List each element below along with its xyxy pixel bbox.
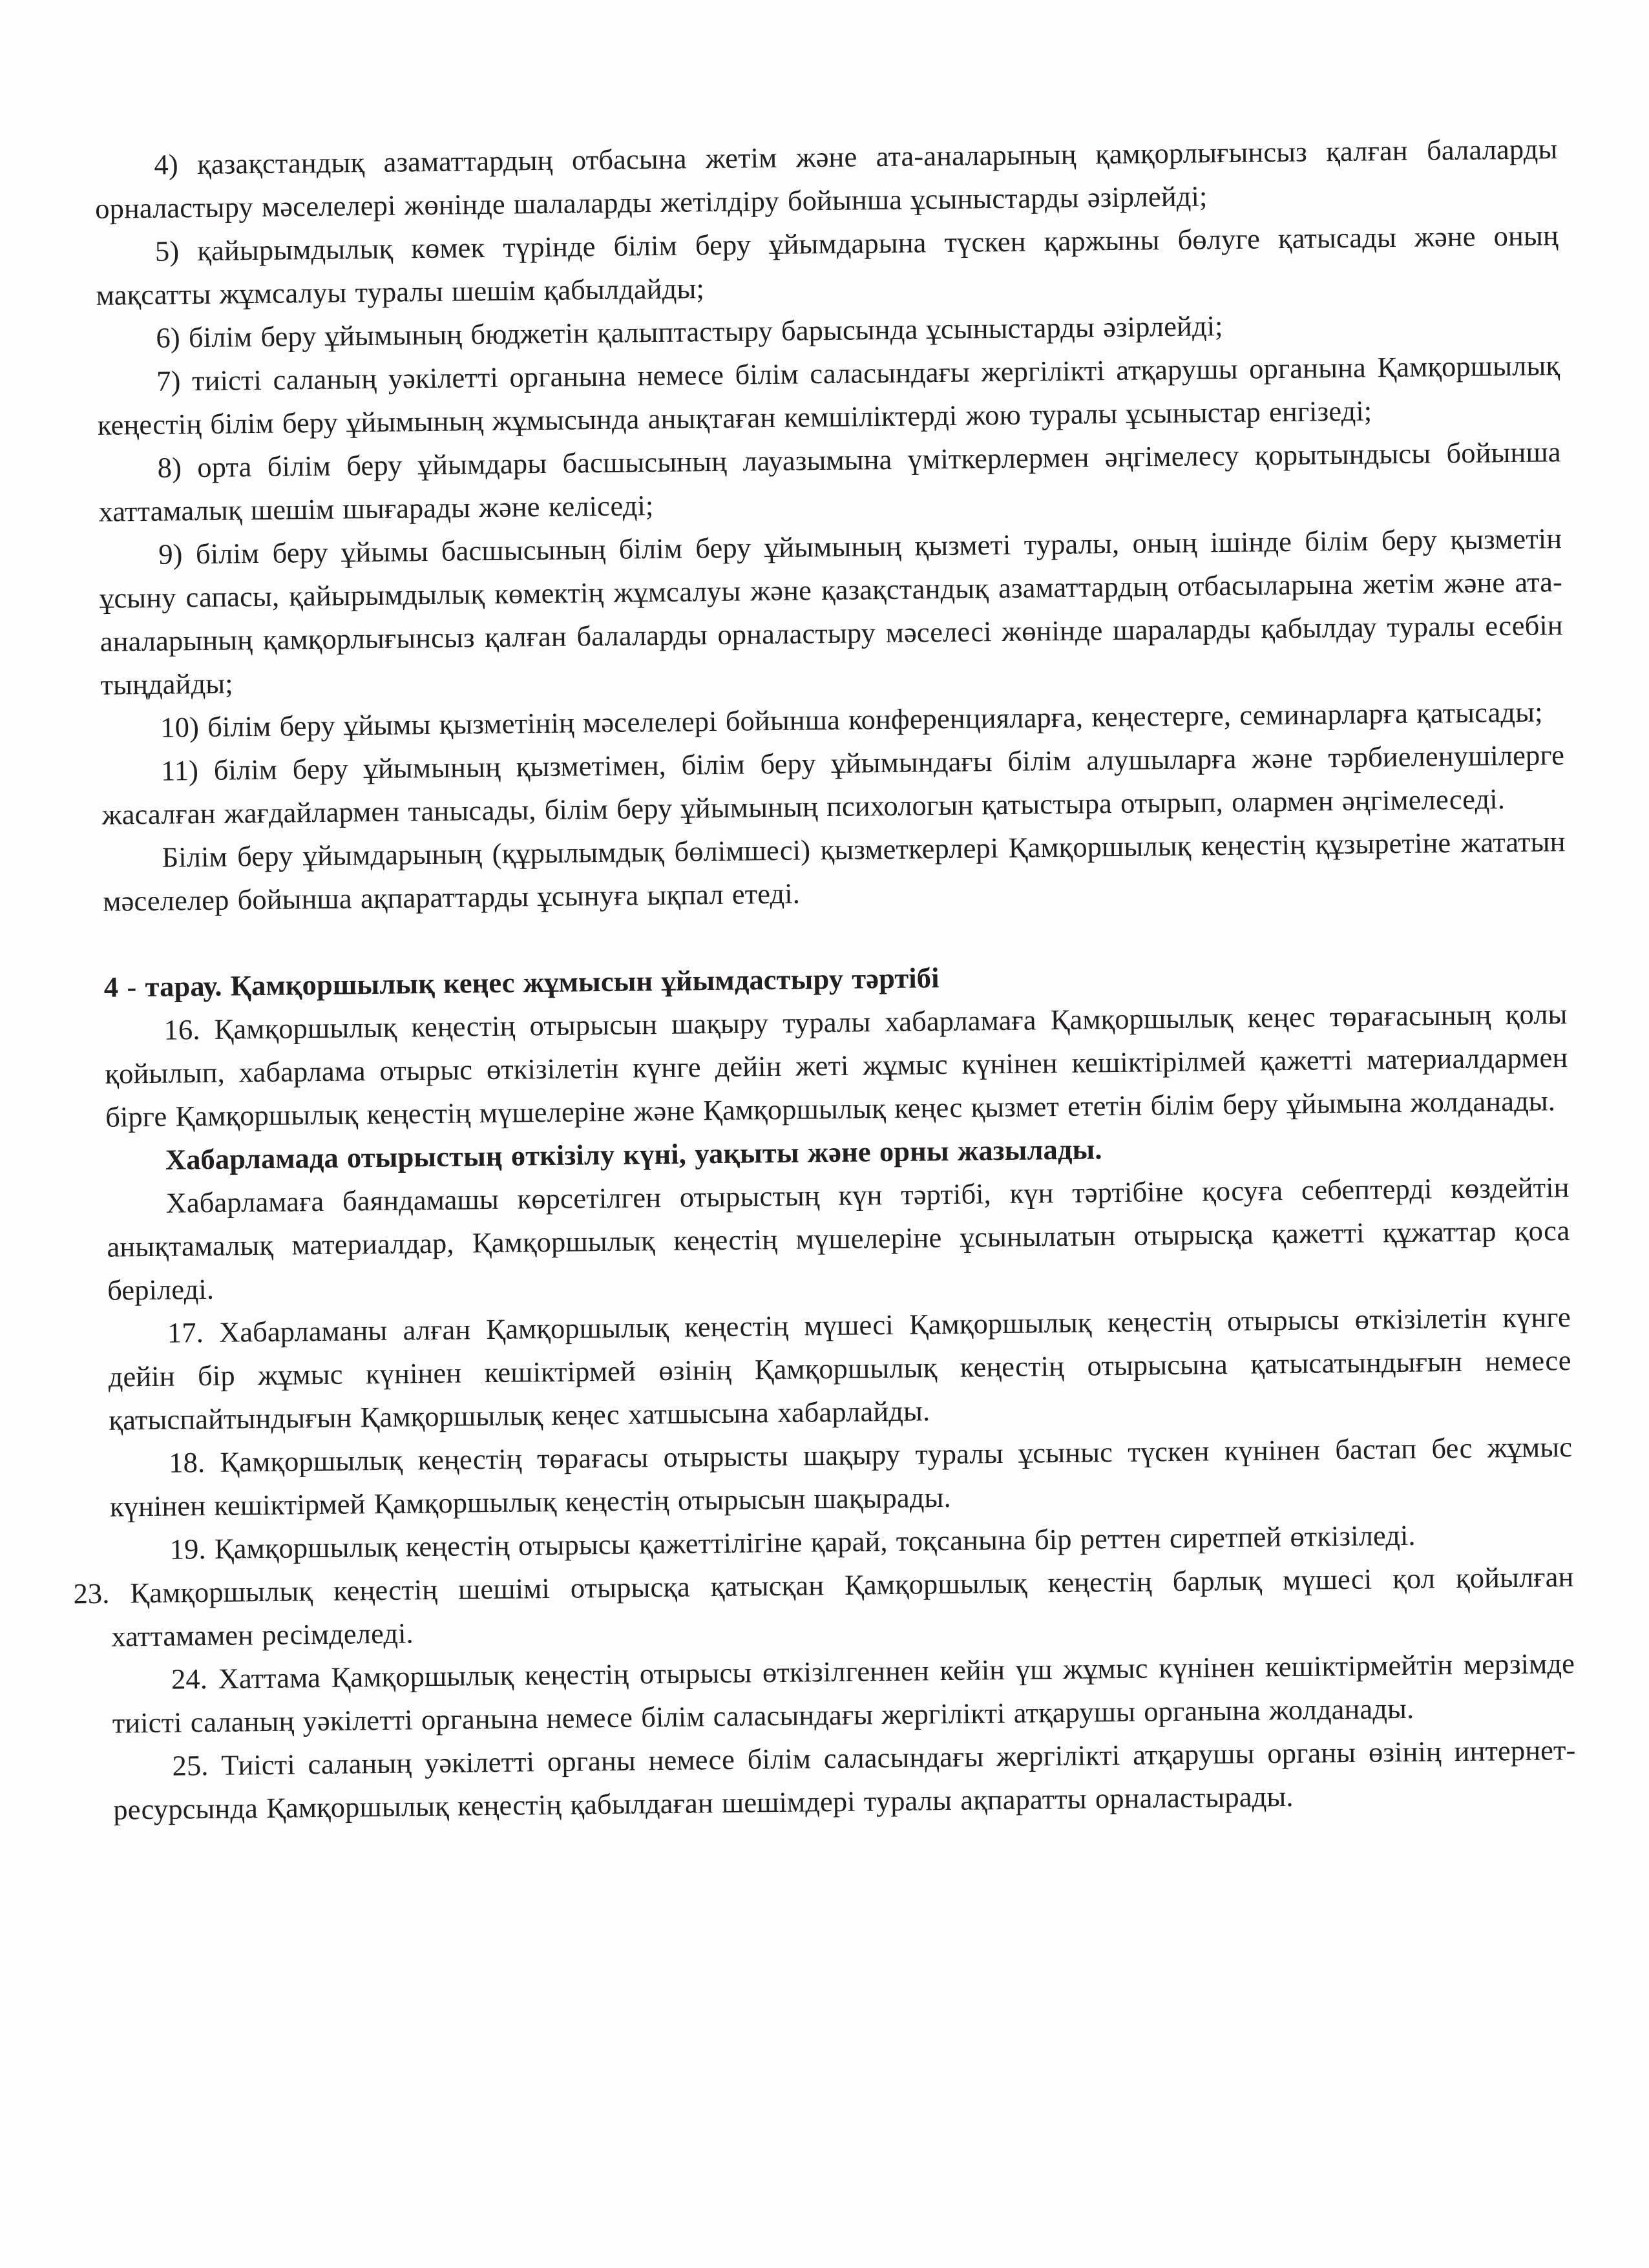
paragraph: 6) білім беру ұйымының бюджетін қалыптастыру барысында ұсыныстарды әзірлейді;: [156, 310, 1223, 354]
paragraph: 5) қайырымдылық көмек түрінде білім беру ұйымдарына түскен қаржыны бөлуге қатысады және оның мақсатты жұмсалуы туралы шешім қабылдайды;: [96, 219, 1559, 311]
paragraph: 11) білім беру ұйымының қызметімен, білім беру ұйымындағы білім алушыларға және тәрбиеленушілерге жасалған жағдайлармен танысады, білім беру ұйымының психологын қатыстыра отырып, олармен әңгімелеседі.: [101, 739, 1565, 831]
paragraph: 25. Тиісті саланың уәкілетті органы немесе білім саласындағы жергілікті атқарушы органы өзінің интернет-ресурсында Қамқоршылық кеңестің қабылдаған шешімдері туралы ақпаратты орналастырады.: [113, 1733, 1576, 1826]
paragraph: 17. Хабарламаны алған Қамқоршылық кеңестің мүшесі Қамқоршылық кеңестің отырысы өткізілетін күнге дейін бір жұмыс күнінен кешіктірмей өзінің Қамқоршылық кеңестің отырысына қатысатындығын немесе қатыспайтындығын Қамқоршылық кеңес хатшысына хабарлайды.: [108, 1301, 1571, 1436]
paragraph: Хабарламада отырыстың өткізілу күні, уақыты және орны жазылады.: [165, 1133, 1102, 1176]
paragraph: 19. Қамқоршылық кеңестің отырысы қажеттілігіне қарай, тоқсанына бір реттен сиретпей өткізіледі.: [169, 1518, 1416, 1566]
paragraph: 10) білім беру ұйымы қызметінің мәселелері бойынша конференцияларға, кеңестерге, семинарларға қатысады;: [160, 695, 1543, 744]
paragraph: Білім беру ұйымдарының (құрылымдық бөлімшесі) қызметкерлері Қамқоршылық кеңестің құзыретіне жататын мәселелер бойынша ақпараттарды ұсынуға ықпал етеді.: [103, 825, 1566, 918]
paragraph: 9) білім беру ұйымы басшысының білім беру ұйымының қызметі туралы, оның ішінде білім беру қызметін ұсыну сапасы, қайырымдылық көмектің жұмсалуы және қазақстандық азаматтардың отбасыларына жетім және ата-аналарының қамқорлығынсыз қалған балаларды орналастыру мәселесі жөнінде шараларды қабылдау туралы есебін тыңдайды;: [99, 522, 1563, 701]
paragraph: 18. Қамқоршылық кеңестің төрағасы отырысты шақыру туралы ұсыныс түскен күнінен бастап бес жұмыс күнінен кешіктірмей Қамқоршылық кеңестің отырысын шақырады.: [109, 1431, 1573, 1523]
paragraph: 23. Қамқоршылық кеңестің шешімі отырысқа қатысқан Қамқоршылық кеңестің барлық мүшесі қол қойылған хаттамамен ресімделеді.: [73, 1560, 1574, 1653]
paragraph: 8) орта білім беру ұйымдары басшысының лауазымына үміткерлермен әңгімелесу қорытындысы бойынша хаттамалық шешім шығарады және келіседі;: [98, 436, 1561, 528]
paragraph: 4) қазақстандық азаматтардың отбасына жетім және ата-аналарының қамқорлығынсыз қалған балаларды орналастыру мәселелері жөнінде шалаларды жетілдіру бойынша ұсыныстарды әзірлейді;: [94, 132, 1558, 225]
chapter-heading: 4 - тарау. Қамқоршылық кеңес жұмысын ұйымдастыру тәртібі: [103, 961, 940, 1003]
paragraph: 24. Хаттама Қамқоршылық кеңестің отырысы өткізілгеннен кейін үш жұмыс күнінен кешіктірмейтін мерзімде тиісті саланың уәкілетті органына немесе білім саласындағы жергілікті атқарушы органына жолданады.: [112, 1647, 1575, 1739]
paragraph: 7) тиісті саланың уәкілетті органына немесе білім саласындағы жергілікті атқарушы органына Қамқоршылық кеңестің білім беру ұйымының жұмысында анықтаған кемшіліктерді жою туралы ұсыныстар енгізеді;: [97, 349, 1560, 441]
paragraph: 16. Қамқоршылық кеңестің отырысын шақыру туралы хабарламаға Қамқоршылық кеңес төрағасының қолы қойылып, хабарлама отырыс өткізілетін күнге дейін жеті жұмыс күнінен кешіктірілмей қажетті материалдармен бірге Қамқоршылық кеңестің мүшелеріне және Қамқоршылық кеңес қызмет ететін білім беру ұйымына жолданады.: [105, 998, 1568, 1133]
paragraph: Хабарламаға баяндамашы көрсетілген отырыстың күн тәртібі, күн тәртібіне қосуға себептерді көздейтін анықтамалық материалдар, Қамқоршылық кеңестің мүшелеріне ұсынылатын отырысқа қажетті құжаттар қоса беріледі.: [107, 1171, 1570, 1307]
document-body: [73, 127, 1576, 1832]
